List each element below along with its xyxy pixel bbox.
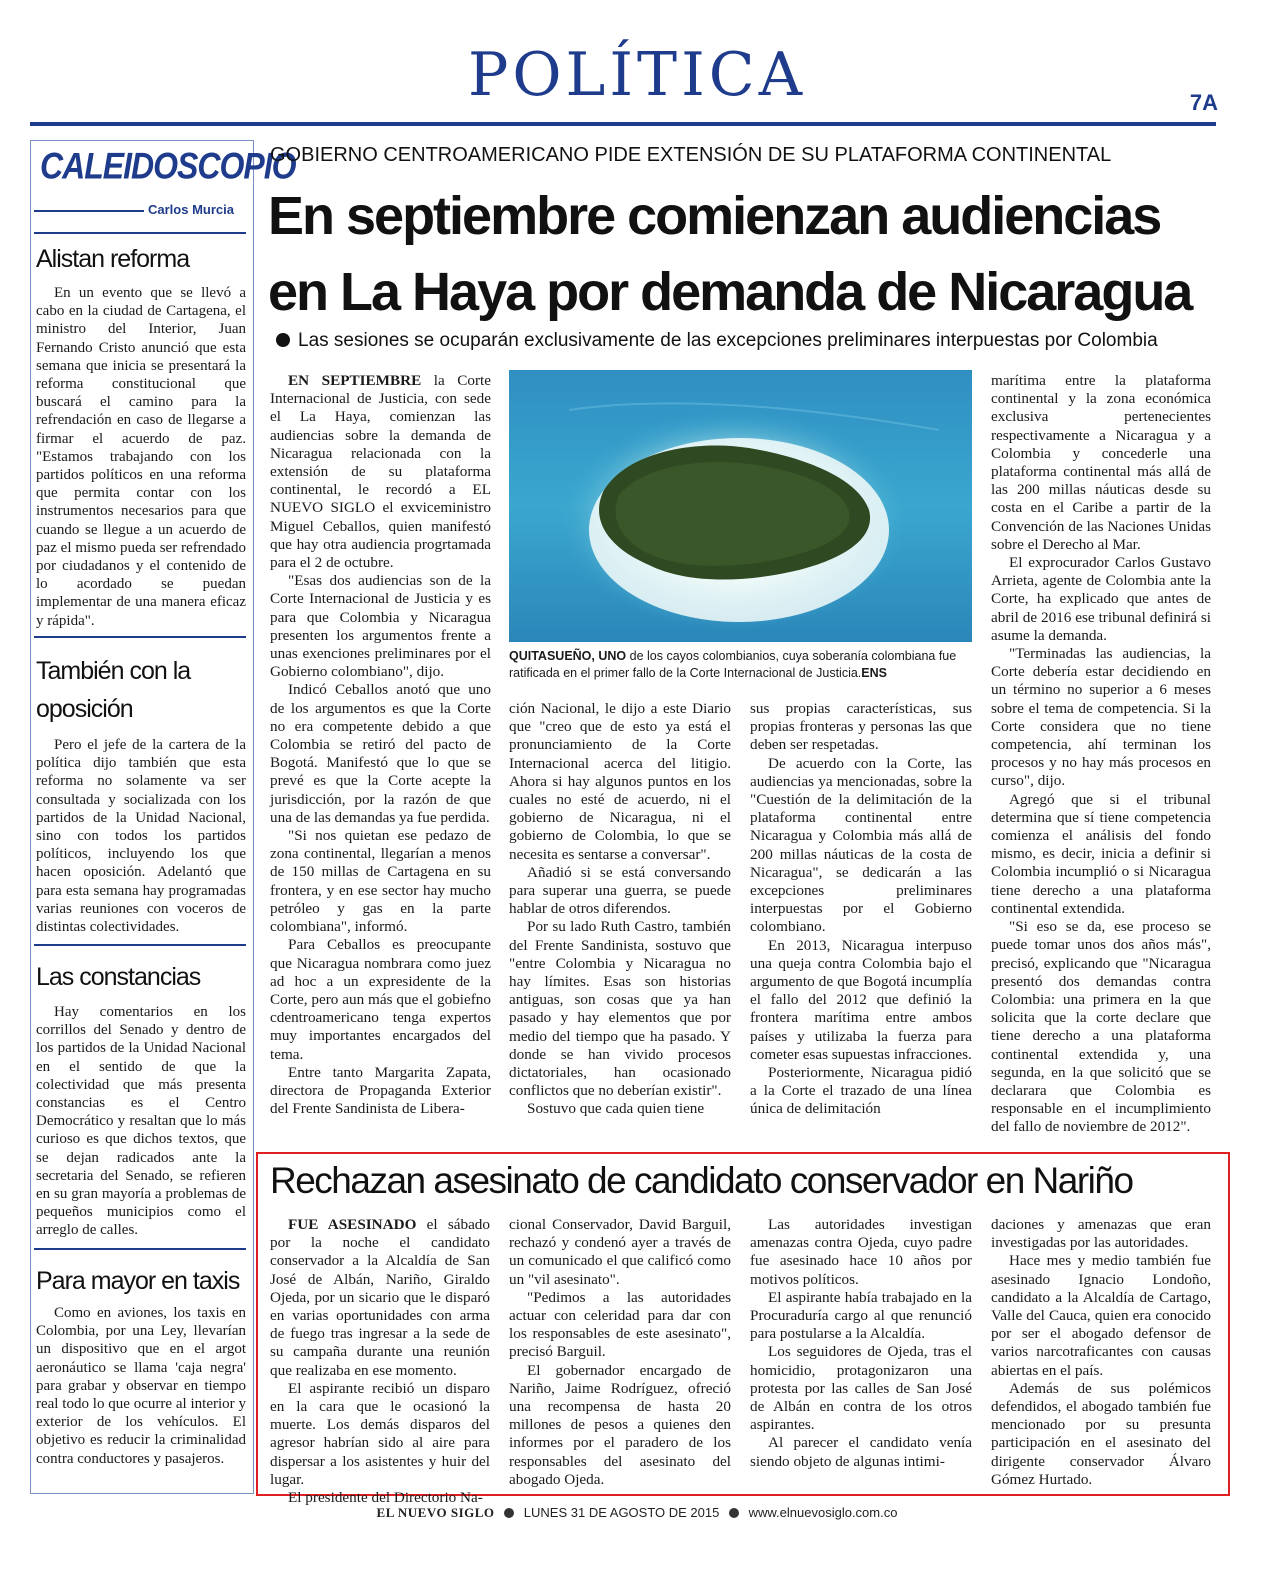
- box-column-2: cional Conservador, David Barguil, rechazó y condenó ayer a través de un comunicado el que calificó como un "vil asesinato". "Pedimos a las autoridades actuar con celeridad para dar con los responsables de este asesinato", precisó Barguil. El gobernador encargado de Nariño, Jaime Rodríguez, ofreció una recompensa de hasta 20 millones de pesos a quienes den informes por el paradero de los responsables del asesinato del abogado Ojeda.: [509, 1216, 731, 1488]
- sidebar-author: Carlos Murcia: [148, 202, 234, 217]
- section-title: POLÍTICA: [467, 40, 807, 110]
- footer-date: LUNES 31 DE AGOSTO DE 2015: [523, 1505, 720, 1520]
- article-column-2: ción Nacional, le dijo a este Diario que "creo que de esto ya está el pronunciamiento de la Corte Internacional acerca del litigio. Ahora si hay algunos puntos en los cuales no esté de acuerdo, ni el gobierno de Nicaragua, ni el gobierno de Colombia, lo que se necesita es sentarse a conversar". Añadió si se está conversando para superar una guerra, se puede hablar de otros diferendos. Por su lado Ruth Castro, también del Frente Sandinista, sostuvo que "entre Colombia y Nicaragua no hay límites. Esas son historias antiguas, son cosas que ya han pasado y hay elementos que por medio del tiempo que ha pasado. Y donde se han vivido procesos dictatoriales, han ocasionado conflictos que no deberían existir". Sostuvo que cada quien tiene: [509, 700, 731, 1118]
- sidebar-heading: Alistan reforma: [36, 245, 190, 273]
- photo-credit: ENS: [861, 666, 887, 680]
- box-lead-bold: FUE ASESINADO: [288, 1216, 417, 1233]
- sidebar-text: Hay comentarios en los corrillos del Senado y dentro de los partidos de la Unidad Nacional en el sentido de que la colectividad que más presenta constancias es el Centro Democrático y resaltan que lo más curioso es que dichos textos, que se dejan radicados ante la secretaria del Senado, se refieren en su gran mayoría a problemas de pequeños municipios como el arreglo de calles.: [36, 1004, 246, 1239]
- footer-url[interactable]: www.elnuevosiglo.com.co: [748, 1505, 898, 1520]
- footer-brand: EL NUEVO SIGLO: [376, 1505, 495, 1520]
- sidebar-rule: [34, 944, 246, 946]
- article-headline: En septiembre comienzan audiencias en La Haya por demanda de Nicaragua: [268, 186, 1192, 322]
- article-column-4: marítima entre la plataforma continental y la zona económica exclusiva pertenecientes respectivamente a Nicaragua y a Colombia y concederle una plataforma continental más allá de las 200 millas náuticas desde su costa en el Caribe a partir de la Convención de las Naciones Unidas sobre el Derecho al Mar. El exprocurador Carlos Gustavo Arrieta, agente de Colombia ante la Corte, ha explicado que antes de abril de 2016 ese tribunal definirá si asume la demanda. "Terminadas las audiencias, la Corte debería estar decidiendo en un término no superior a 6 meses sobre el tema de competencia. Si la Corte considera que no tiene competencia, ahí terminan los procesos y no hay más procesos en curso", dijo. Agregó que si el tribunal determina que sí tiene competencia comienza el análisis del fondo mismo, es decir, inicia a definir si Colombia incumplió o si Nicaragua tiene derecho a una plataforma continental extendida. "Si eso se da, ese proceso se puede tomar unos dos años más", precisó, explicando que "Nicaragua presentó dos demandas contra Colombia: una primera en la que solicita que la corte declare que tiene derecho a una plataforma continental extendida y, una segunda, en la que solicitó que se declarara que Colombia es responsable en el incumplimiento del fallo de noviembre de 2012".: [991, 372, 1211, 1136]
- box-headline: Rechazan asesinato de candidato conservador en Nariño: [270, 1160, 1133, 1201]
- sidebar-rule: [34, 636, 246, 638]
- bullet-icon: [276, 333, 290, 347]
- bullet-icon: [729, 1508, 739, 1518]
- box-column-4: daciones y amenazas que eran investigadas por las autoridades. Hace mes y medio también fue asesinado Ignacio Londoño, candidato a la Alcaldía de Cartago, Valle del Cauca, quien era conocido por ser el abogado defensor de varios narcotraficantes con causas abiertas en el país. Además de sus polémicos defendidos, el abogado también fue mencionado por su presunta participación en el asesinato del dirigente conservador Álvaro Gómez Hurtado.: [991, 1216, 1211, 1488]
- photo-caption: QUITASUEÑO, UNO de los cayos colombianios, cuya soberanía colombiana fue ratificada en el primer fallo de la Corte Internacional de Justicia.ENS: [509, 649, 957, 680]
- sidebar-rule: [34, 1248, 246, 1250]
- page-footer: [0, 1505, 1274, 1521]
- bullet-icon: [504, 1508, 514, 1518]
- sidebar-text: Pero el jefe de la cartera de la política dijo también que esta reforma no solamente va ser consultada y socializada con los partidos de la Unidad Nacional, sino con todos los partidos políticos, incluyendo los que hacen oposición. Adelantó que para esta semana hay programadas varias reuniones con voceros de distintas colectividades.: [36, 737, 246, 936]
- article-column-1: EN SEPTIEMBRE la Corte Internacional de Justicia, con sede el La Haya, comienzan las audiencias sobre la demanda de Nicaragua relacionada con la extensión de su plataforma continental, le recordó a EL NUEVO SIGLO el exviceministro Miguel Ceballos, quien manifestó que hay otra audiencia progrtamada para el 2 de octubre. "Esas dos audiencias son de la Corte Internacional de Justicia y es para que Colombia y Nicaragua presenten los argumentos frente a unas exenciones preliminares por el Gobierno colombiano", dijo. Indicó Ceballos anotó que uno de los argumentos es que la Corte no era competente debido a que Colombia se retiró del pacto de Bogotá. Manifestó que lo que se prevé es que la Corte acepte la jurisdicción, por la razón de que una de las demandas ya fue perdida. "Si nos quietan ese pedazo de zona continental, llegarían a menos de 150 millas de Cartagena en su frontera, y en ese sector hay mucho petróleo y gas en la parte colombiana", informó. Para Ceballos es preocupante que Nicaragua nombrara como juez ad hoc a un expresidente de la Corte, pero aun más que el gobiefno cdentroamericano tenga expertos muy importantes encargados del tema. Entre tanto Margarita Zapata, directora de Propaganda Exterior del Frente Sandinista de Libera-: [270, 372, 492, 1118]
- sidebar-text: En un evento que se llevó a cabo en la ciudad de Cartagena, el ministro del Interior, Juan Fernando Cristo anunció que esta semana que inicia se presentará la reforma constitucional que buscará el camino para la refrendación en caso de llegarse a firmar el acuerdo de paz. "Estamos trabajando con los partidos políticos en una reforma que permita contar con los instrumentos necesarios para que cuando se llegue a un acuerdo de paz el mismo pueda ser refrendado por ciudadanos y el contenido de lo acordado se puedan implementar de una manera eficaz y rápida".: [36, 285, 246, 629]
- sidebar-rule: [34, 232, 246, 234]
- sidebar-text: Como en aviones, los taxis en Colombia, por una Ley, llevarían un dispositivo que en el argot aeronáutico se llama 'caja negra' para grabar y observar en tiempo real todo lo que ocurre al interior y exterior de los vehículos. El objetivo es reducir la criminalidad contra conductores y pasajeros.: [36, 1305, 246, 1467]
- island-photo: [509, 370, 972, 642]
- page-number: 7A: [1189, 90, 1218, 115]
- lead-bold: EN SEPTIEMBRE: [288, 372, 422, 389]
- header-rule: [30, 122, 1216, 126]
- box-column-3: Las autoridades investigan amenazas contra Ojeda, cuyo padre fue asesinado hace 10 años por motivos políticos. El aspirante había trabajado en la Procuraduría cargo al que renunció para postularse a la Alcaldía. Los seguidores de Ojeda, tras el homicidio, protagonizaron una protesta por las calles de San José de Albán en contra de los otros aspirantes. Al parecer el candidato venía siendo objeto de algunas intimi-: [750, 1216, 972, 1470]
- box-column-1: FUE ASESINADO el sábado por la noche el candidato conservador a la Alcaldía de San José de Albán, Nariño, Giraldo Ojeda, por un sicario que le disparó en varias oportunidades con arma de fuego tras ingresar a la sede de su campaña durante una reunión que realizaba en ese momento. El aspirante recibió un disparo en la cara que le ocasionó la muerte. Los demás disparos del agresor habrían sido al aire para dispersar a los asistentes y huir del lugar. El presidente del Directorio Na-: [270, 1216, 490, 1507]
- article-subhead: Las sesiones se ocuparán exclusivamente de las excepciones preliminares interpuestas por Colombia: [276, 330, 1158, 352]
- sidebar-logo: CALEIDOSCOPIO: [40, 145, 296, 187]
- article-kicker: GOBIERNO CENTROAMERICANO PIDE EXTENSIÓN DE SU PLATAFORMA CONTINENTAL: [270, 144, 1112, 166]
- sidebar-heading: Las constancias: [36, 963, 201, 991]
- sidebar-heading: También con la oposición: [36, 657, 191, 723]
- sidebar-heading: Para mayor en taxis: [36, 1267, 240, 1295]
- article-column-3: sus propias características, sus propias fronteras y personas las que deben ser respetadas. De acuerdo con la Corte, las audiencias ya mencionadas, sobre la "Cuestión de la delimitación de la plataforma continental entre Nicaragua y Colombia más allá de 200 millas náuticas de la costa de Nicaragua", se dedicarán a las excepciones preliminares interpuestas por el Gobierno colombiano. En 2013, Nicaragua interpuso una queja contra Colombia bajo el argumento de que Bogotá incumplía el fallo del 2012 que definió la frontera marítima entre ambos países y utilizaba la fuerza para cometer esas supuestas infracciones. Posteriormente, Nicaragua pidió a la Corte el trazado de una línea única de delimitación: [750, 700, 972, 1118]
- sidebar-author-rule: [34, 210, 144, 212]
